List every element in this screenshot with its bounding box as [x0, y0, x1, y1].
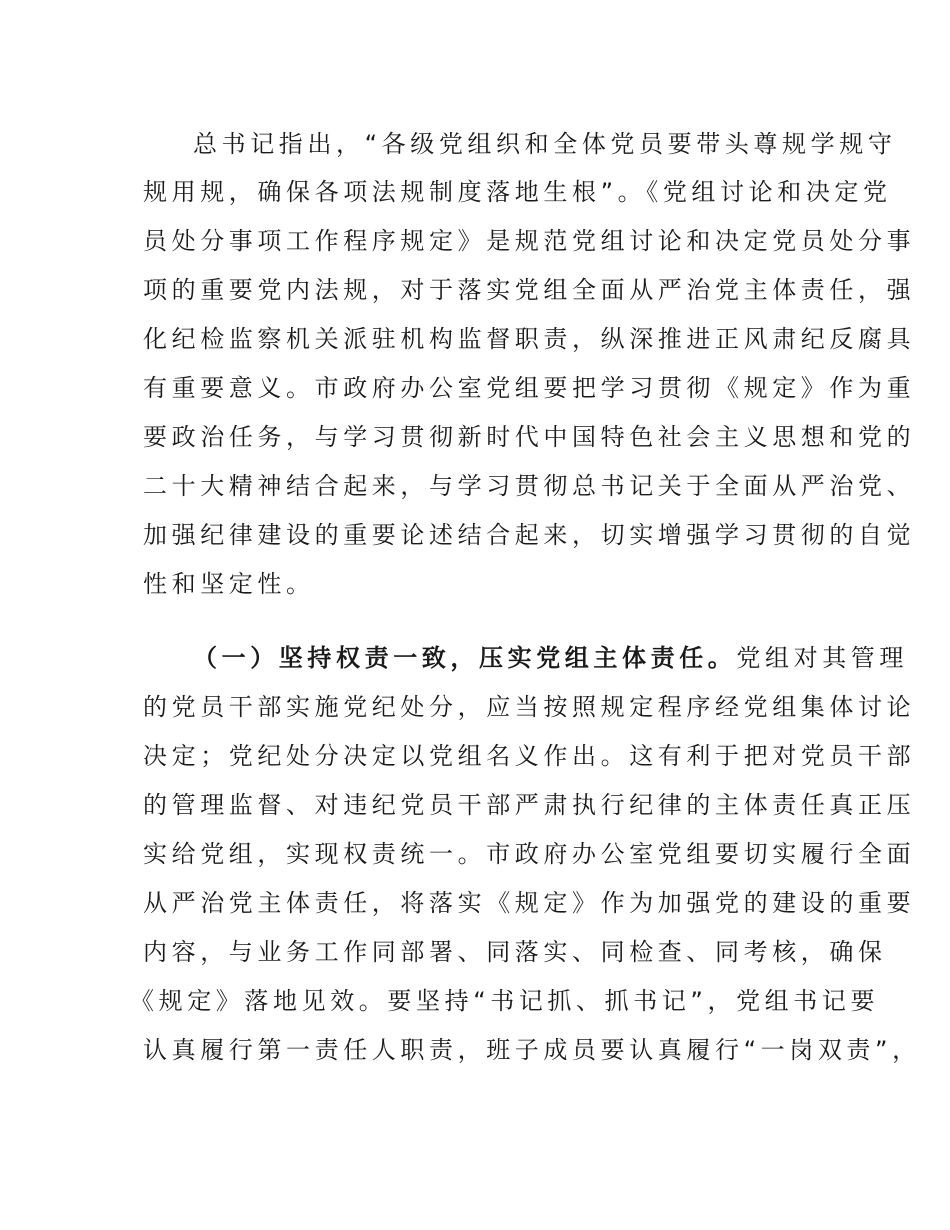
paragraph-2-line-9: 认真履行第一责任人职责，班子成员要认真履行“一岗双责”，	[143, 1036, 921, 1064]
paragraph-1-line-8: 二十大精神结合起来，与学习贯彻总书记关于全面从严治党、	[143, 472, 916, 500]
section-heading: （一）坚持权责一致，压实党组主体责任。	[193, 644, 737, 672]
paragraph-2-line-4: 的管理监督、对违纪党员干部严肃执行纪律的主体责任真正压	[143, 791, 916, 819]
paragraph-2-line-8: 《规定》落地见效。要坚持“书记抓、抓书记”，党组书记要	[130, 987, 880, 1015]
paragraph-1-line-5: 化纪检监察机关派驻机构监督职责，纵深推进正风肃纪反腐具	[143, 325, 916, 353]
paragraph-1-line-4: 项的重要党内法规，对于落实党组全面从严治党主体责任，强	[143, 276, 916, 304]
paragraph-2-line-1	[193, 644, 908, 672]
paragraph-1-line-6: 有重要意义。市政府办公室党组要把学习贯彻《规定》作为重	[143, 374, 916, 402]
paragraph-2-line-5: 实给党组，实现权责统一。市政府办公室党组要切实履行全面	[143, 840, 916, 868]
paragraph-1-line-1: 总书记指出，“各级党组织和全体党员要带头尊规学规守	[193, 130, 897, 158]
paragraph-1-line-9: 加强纪律建设的重要论述结合起来，切实增强学习贯彻的自觉	[143, 521, 916, 549]
paragraph-2-line-6: 从严治党主体责任，将落实《规定》作为加强党的建设的重要	[143, 889, 916, 917]
paragraph-1-line-3: 员处分事项工作程序规定》是规范党组讨论和决定党员处分事	[143, 227, 916, 255]
paragraph-1-line-2: 规用规，确保各项法规制度落地生根”。《党组讨论和决定党	[143, 178, 892, 206]
paragraph-2-line-2: 的党员干部实施党纪处分，应当按照规定程序经党组集体讨论	[143, 693, 916, 721]
paragraph-1-line-10: 性和坚定性。	[143, 570, 315, 598]
paragraph-1-line-7: 要政治任务，与学习贯彻新时代中国特色社会主义思想和党的	[143, 423, 916, 451]
paragraph-2-line-3: 决定；党纪处分决定以党组名义作出。这有利于把对党员干部	[143, 742, 916, 770]
paragraph-2-line-7: 内容，与业务工作同部署、同落实、同检查、同考核，确保	[143, 938, 887, 966]
paragraph-2-line-1-rest: 党组对其管理	[736, 644, 909, 672]
